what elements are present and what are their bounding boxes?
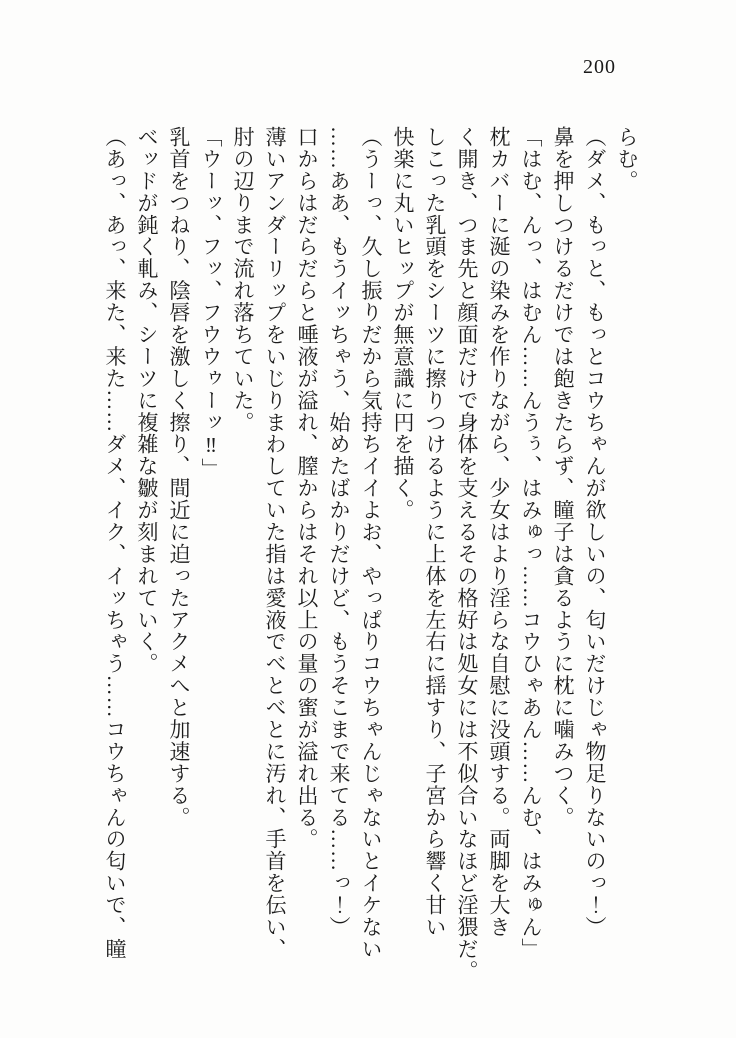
text-line: らむ。 [615, 126, 639, 192]
text-line: 「はむ、んっ、はむん……んうぅ、はみゅっ……コウひゃあん……んむ、はみゅん」 [519, 126, 543, 960]
text-line: 鼻を押しつけるだけでは飽きたらず、瞳子は貪るように枕に噛みつく。 [551, 126, 575, 829]
body-text [93, 126, 639, 982]
text-line: 肘の辺りまで流れ落ちていた。 [231, 126, 255, 434]
text-line: 「ウーッ、フッ、フウウゥーッ‼」 [199, 126, 223, 481]
text-line: 口からはだらだらと唾液が溢れ、膣からはそれ以上の量の蜜が溢れ出る。 [295, 126, 319, 851]
page-number: 200 [583, 56, 616, 78]
text-line: 薄いアンダーリップをいじりまわしていた指は愛液でべとべとに汚れ、手首を伝い、 [263, 126, 287, 960]
text-line: しこった乳頭をシーツに擦りつけるように上体を左右に揺すり、子宮から響く甘い [423, 126, 447, 938]
text-line: 快楽に丸いヒップが無意識に円を描く。 [391, 126, 415, 522]
text-line: ベッドが鈍く軋み、シーツに複雑な皺が刻まれていく。 [135, 126, 159, 675]
text-line: 枕カバーに涎の染みを作りながら、少女はより淫らな自慰に没頭する。両脚を大き [487, 126, 511, 938]
text-line: く開き、つま先と顔面だけで身体を支えるその格好は処女には不似合いなほど淫猥だ。 [455, 126, 479, 982]
text-line: （ダメ、もっと、もっとコウちゃんが欲しいの、匂いだけじゃ物足りないのっ！） [583, 126, 607, 938]
text-line: 乳首をつねり、陰唇を激しく擦り、間近に迫ったアクメへと加速する。 [167, 126, 191, 829]
text-line: （あっ、あっ、来た、来た……ダメ、イク、イッちゃう……コウちゃんの匂いで、瞳 [103, 126, 127, 960]
text-line: （うーっ、久し振りだから気持ちイイよお、やっぱりコウちゃんじゃないとイケない [359, 126, 383, 960]
text-line: ……ああ、もうイッちゃう、始めたばかりだけど、もうそこまで来てる……っ！） [327, 126, 351, 938]
